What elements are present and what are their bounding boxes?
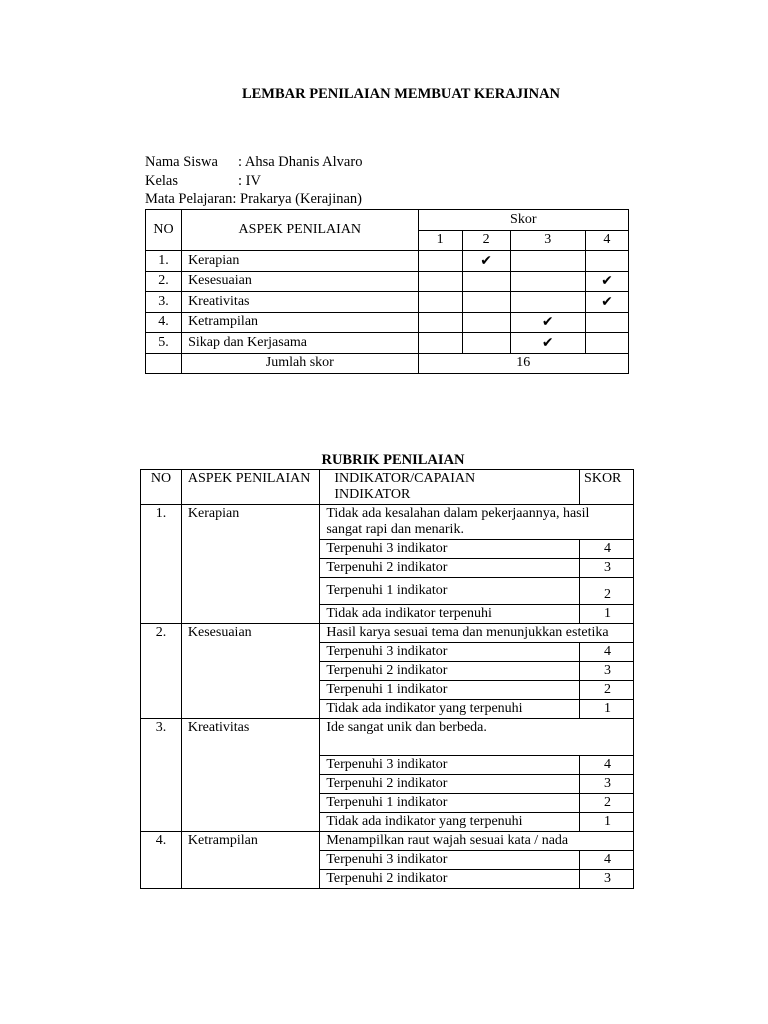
student-info xyxy=(145,153,362,209)
aspect-name: Kerapian xyxy=(182,251,418,272)
aspect-name: Sikap dan Kerjasama xyxy=(182,333,418,354)
rubric-description: Tidak ada kesalahan dalam pekerjaannya, hasil sangat rapi dan menarik. xyxy=(320,505,634,540)
rubric-level-score: 3 xyxy=(580,559,634,578)
rubric-level-text: Terpenuhi 1 indikator xyxy=(320,578,580,605)
rubric-level-text: Tidak ada indikator terpenuhi xyxy=(320,605,580,624)
rubric-level-text: Tidak ada indikator yang terpenuhi xyxy=(320,700,580,719)
score-row xyxy=(146,312,629,333)
col-score-header: Skor xyxy=(418,210,628,231)
rubric-level-score: 3 xyxy=(580,870,634,889)
rubric-section-row xyxy=(141,624,634,643)
rubric-section-row xyxy=(141,719,634,756)
score-level-1: 1 xyxy=(418,230,462,251)
student-name-label: Nama Siswa xyxy=(145,154,218,170)
rubric-section-number: 4. xyxy=(141,832,182,889)
rubric-title: RUBRIK PENILAIAN xyxy=(321,452,465,468)
col-no-header: NO xyxy=(146,210,182,251)
empty-score-cell xyxy=(585,312,628,333)
row-number: 3. xyxy=(146,292,182,313)
rubric-level-score: 2 xyxy=(580,794,634,813)
page-title: LEMBAR PENILAIAN MEMBUAT KERAJINAN xyxy=(241,86,561,102)
rubric-level-score: 4 xyxy=(580,643,634,662)
rubric-col-no: NO xyxy=(141,470,182,505)
aspect-name: Ketrampilan xyxy=(182,312,418,333)
aspect-name: Kesesuaian xyxy=(182,271,418,292)
rubric-section-number: 3. xyxy=(141,719,182,832)
empty-score-cell xyxy=(418,312,462,333)
rubric-level-score: 3 xyxy=(580,662,634,681)
rubric-header-row xyxy=(141,470,634,505)
student-name-row xyxy=(145,153,362,172)
rubric-level-score: 4 xyxy=(580,851,634,870)
rubric-level-score: 2 xyxy=(580,578,634,605)
rubric-section-number: 2. xyxy=(141,624,182,719)
row-number: 4. xyxy=(146,312,182,333)
rubric-level-text: Tidak ada indikator yang terpenuhi xyxy=(320,813,580,832)
rubric-level-score: 3 xyxy=(580,775,634,794)
rubric-description: Menampilkan raut wajah sesuai kata / nada xyxy=(320,832,634,851)
rubric-col-indicator: INDIKATOR/CAPAIAN INDIKATOR xyxy=(320,470,580,505)
score-header-row xyxy=(146,210,629,231)
rubric-level-text: Terpenuhi 2 indikator xyxy=(320,870,580,889)
total-label: Jumlah skor xyxy=(182,353,418,374)
student-name-value: : Ahsa Dhanis Alvaro xyxy=(238,154,363,170)
rubric-level-text: Terpenuhi 1 indikator xyxy=(320,794,580,813)
check-mark-icon: ✔ xyxy=(585,271,628,292)
score-level-3: 3 xyxy=(510,230,585,251)
rubric-description: Hasil karya sesuai tema dan menunjukkan estetika xyxy=(320,624,634,643)
rubric-level-text: Terpenuhi 3 indikator xyxy=(320,756,580,775)
score-level-4: 4 xyxy=(585,230,628,251)
empty-score-cell xyxy=(510,271,585,292)
empty-score-cell xyxy=(462,333,510,354)
empty-score-cell xyxy=(418,251,462,272)
col-aspect-header: ASPEK PENILAIAN xyxy=(182,210,418,251)
student-subject-row xyxy=(145,190,362,209)
empty-score-cell xyxy=(418,271,462,292)
rubric-section-row xyxy=(141,505,634,540)
rubric-level-text: Terpenuhi 3 indikator xyxy=(320,643,580,662)
score-row xyxy=(146,251,629,272)
empty-score-cell xyxy=(462,312,510,333)
rubric-section-aspect: Kerapian xyxy=(181,505,319,624)
score-row xyxy=(146,271,629,292)
empty-score-cell xyxy=(510,292,585,313)
rubric-section-number: 1. xyxy=(141,505,182,624)
check-mark-icon: ✔ xyxy=(462,251,510,272)
score-level-2: 2 xyxy=(462,230,510,251)
rubric-section-aspect: Kesesuaian xyxy=(181,624,319,719)
score-row xyxy=(146,292,629,313)
rubric-table xyxy=(140,469,634,889)
score-row xyxy=(146,333,629,354)
check-mark-icon: ✔ xyxy=(585,292,628,313)
row-number: 2. xyxy=(146,271,182,292)
total-row xyxy=(146,353,629,374)
rubric-level-text: Terpenuhi 3 indikator xyxy=(320,851,580,870)
rubric-level-score: 4 xyxy=(580,540,634,559)
rubric-level-text: Terpenuhi 2 indikator xyxy=(320,775,580,794)
student-subject-value: : Prakarya (Kerajinan) xyxy=(232,191,363,207)
rubric-col-score: SKOR xyxy=(580,470,634,505)
row-number: 5. xyxy=(146,333,182,354)
empty-score-cell xyxy=(462,271,510,292)
empty-score-cell xyxy=(510,251,585,272)
rubric-description: Ide sangat unik dan berbeda. xyxy=(320,719,634,756)
empty-score-cell xyxy=(418,292,462,313)
rubric-level-text: Terpenuhi 2 indikator xyxy=(320,559,580,578)
rubric-level-text: Terpenuhi 3 indikator xyxy=(320,540,580,559)
aspect-name: Kreativitas xyxy=(182,292,418,313)
student-class-label: Kelas xyxy=(145,172,179,189)
rubric-level-text: Terpenuhi 1 indikator xyxy=(320,681,580,700)
score-table xyxy=(145,209,629,374)
rubric-level-score: 1 xyxy=(580,700,634,719)
student-subject-label: Mata Pelajaran xyxy=(145,191,233,207)
check-mark-icon: ✔ xyxy=(510,333,585,354)
empty-score-cell xyxy=(418,333,462,354)
empty-score-cell xyxy=(462,292,510,313)
rubric-level-score: 4 xyxy=(580,756,634,775)
rubric-section-aspect: Ketrampilan xyxy=(181,832,319,889)
rubric-level-score: 2 xyxy=(580,681,634,700)
total-spacer xyxy=(146,353,182,374)
rubric-level-score: 1 xyxy=(580,813,634,832)
rubric-section-row xyxy=(141,832,634,851)
student-class-value: : IV xyxy=(238,172,261,189)
rubric-section-aspect: Kreativitas xyxy=(181,719,319,832)
check-mark-icon: ✔ xyxy=(510,312,585,333)
row-number: 1. xyxy=(146,251,182,272)
student-class-row xyxy=(145,172,362,191)
rubric-level-score: 1 xyxy=(580,605,634,624)
rubric-level-text: Terpenuhi 2 indikator xyxy=(320,662,580,681)
empty-score-cell xyxy=(585,333,628,354)
empty-score-cell xyxy=(585,251,628,272)
total-value: 16 xyxy=(418,353,628,374)
rubric-col-aspect: ASPEK PENILAIAN xyxy=(181,470,319,505)
